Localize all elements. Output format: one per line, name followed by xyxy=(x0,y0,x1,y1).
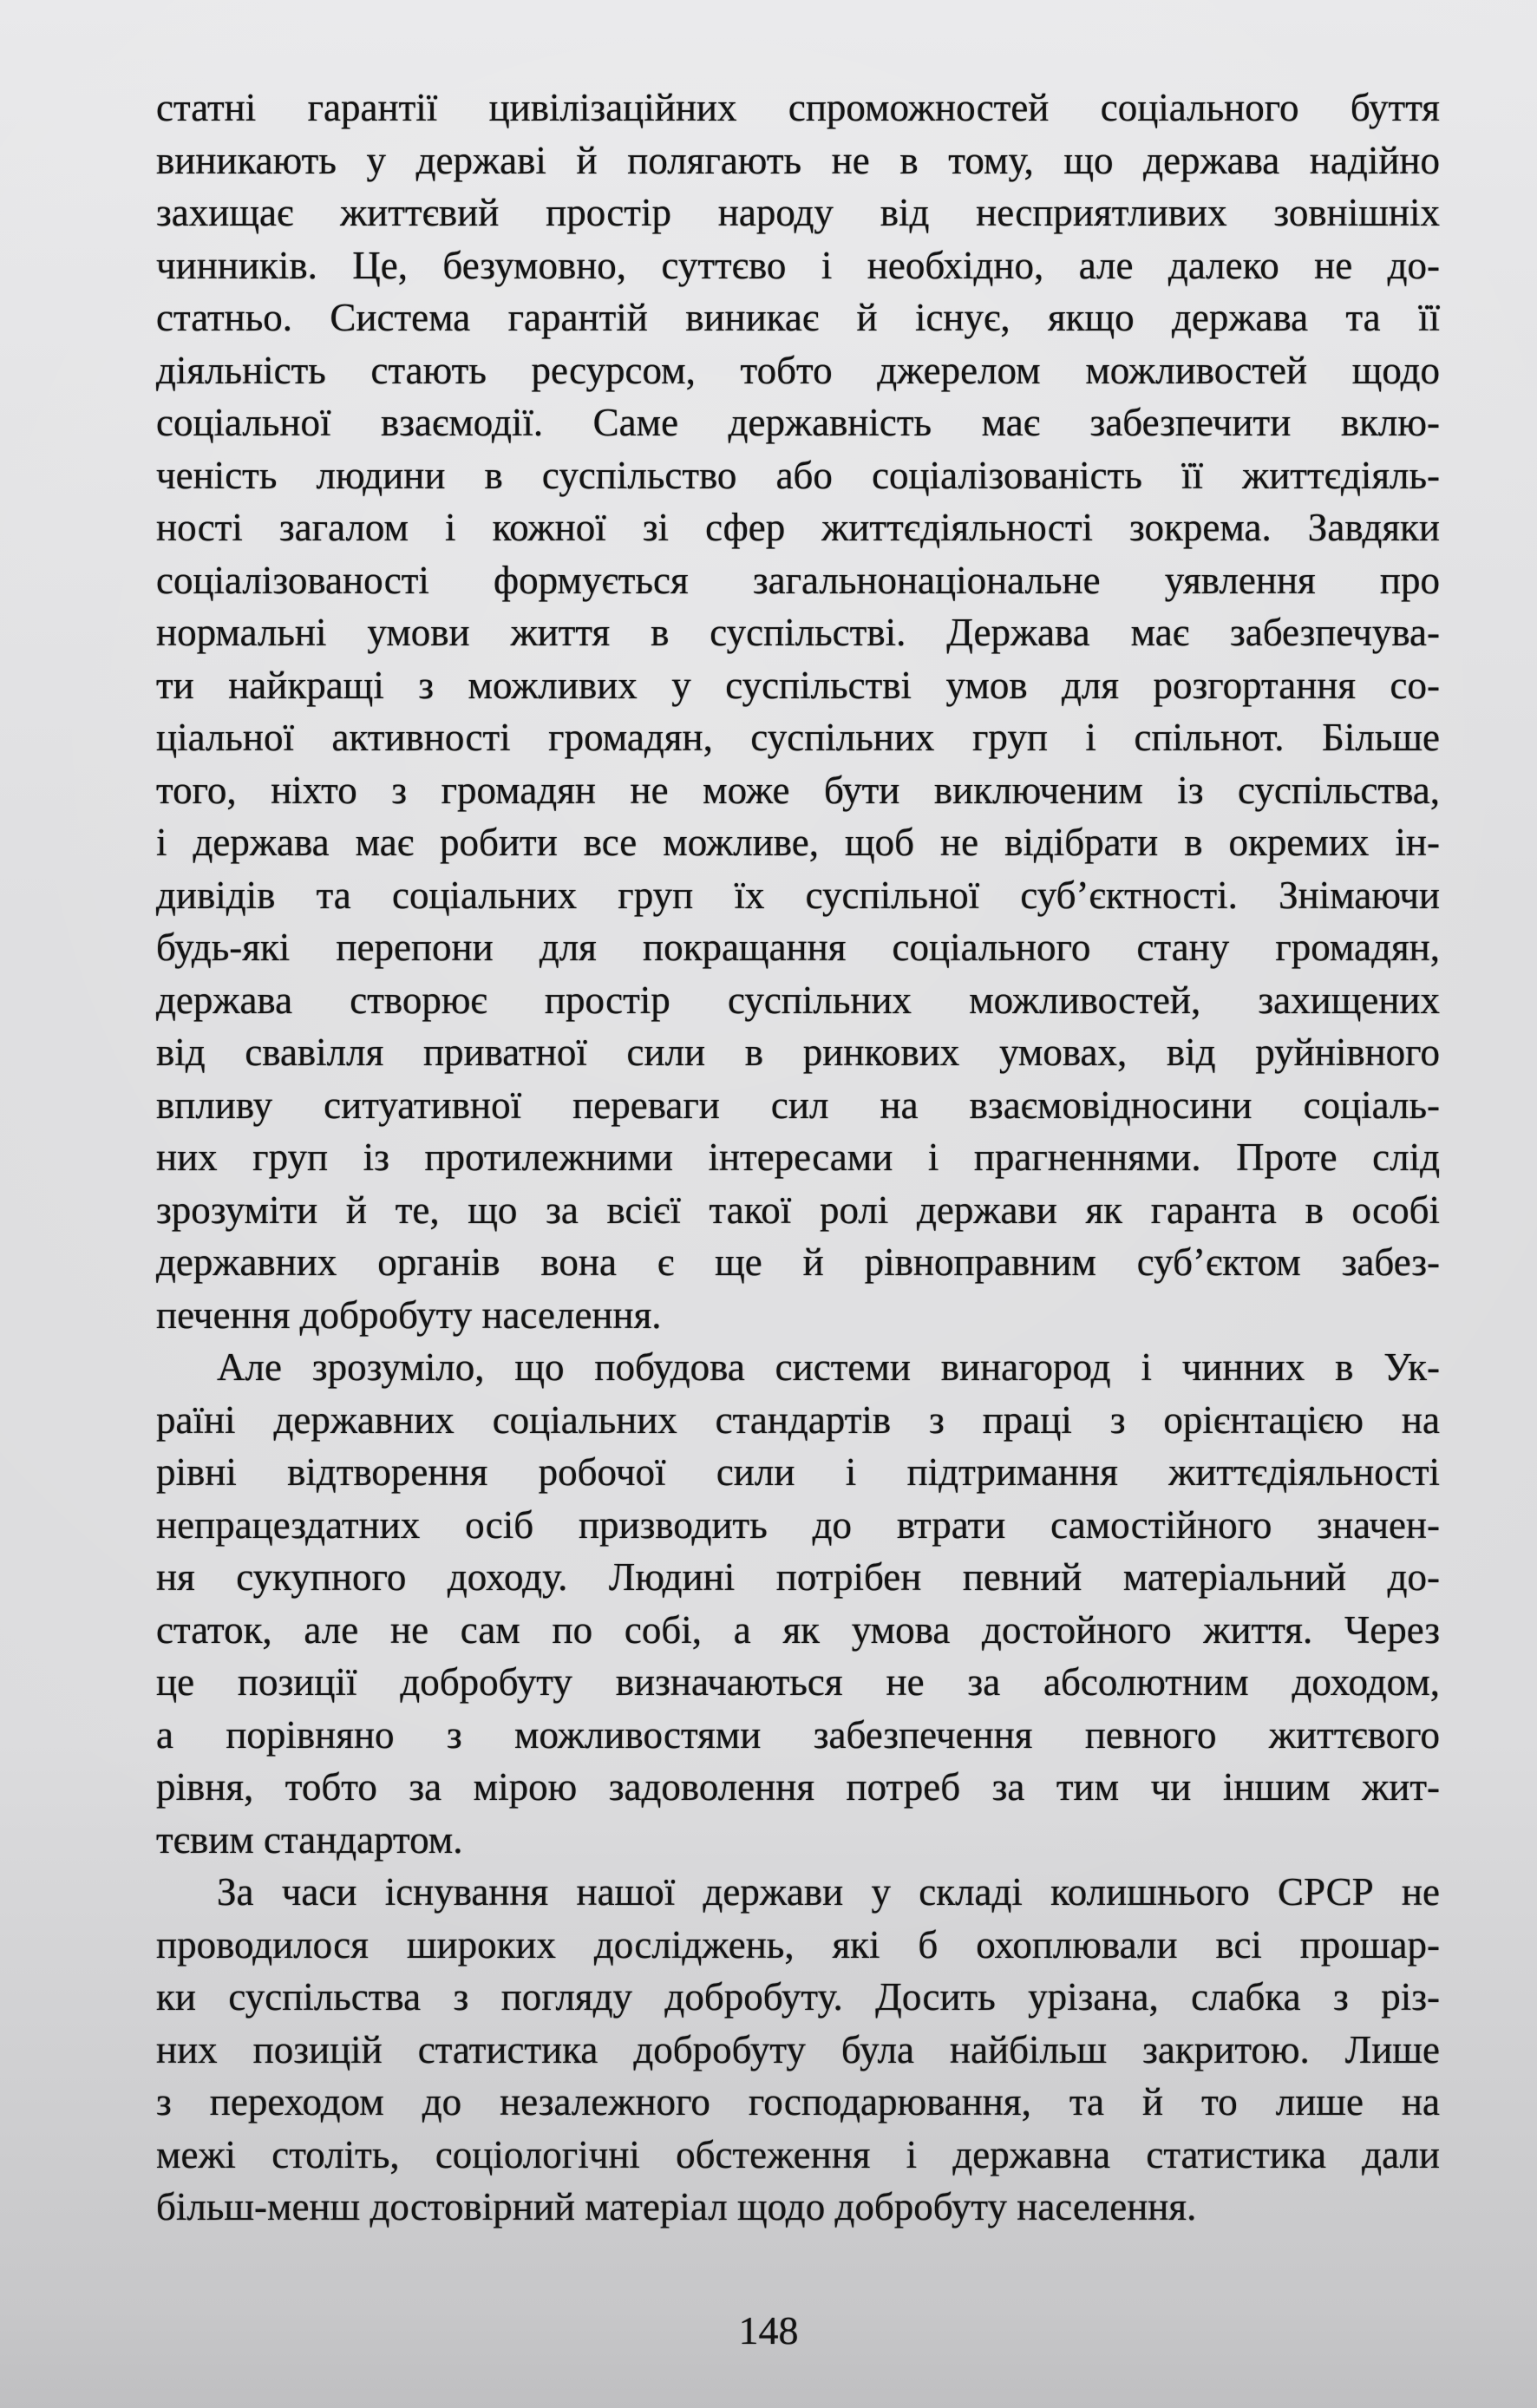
paragraph xyxy=(156,1866,1440,2234)
text-line: виникають у державі й полягають не в тому, що держава надійно xyxy=(156,138,1440,182)
text-line: а порівняно з можливостями забезпечення певного життєвого xyxy=(156,1712,1440,1757)
text-line: рівні відтворення робочої сили і підтримання життєдіяльності xyxy=(156,1450,1440,1494)
text-line: зрозуміти й те, що за всієї такої ролі держави як гаранта в особі xyxy=(156,1188,1440,1232)
text-line: ти найкращі з можливих у суспільстві умов для розгортання со- xyxy=(156,663,1440,707)
text-line: більш-менш достовірний матеріал щодо добробуту населення. xyxy=(156,2185,1197,2228)
text-line: з переходом до незалежного господарювання, та й то лише на xyxy=(156,2080,1440,2123)
text-line: соціальної взаємодії. Саме державність має забезпечити вклю- xyxy=(156,401,1440,444)
paragraph xyxy=(156,1341,1440,1866)
text-line: чинників. Це, безумовно, суттєво і необхідно, але далеко не до- xyxy=(156,243,1440,287)
text-line: від свавілля приватної сили в ринкових умовах, від руйнівного xyxy=(156,1031,1440,1074)
text-line: статок, але не сам по собі, а як умова достойного життя. Через xyxy=(156,1607,1440,1652)
text-line: ченість людини в суспільство або соціалізованість її життєдіяль- xyxy=(156,453,1440,497)
text-line: держава створює простір суспільних можливостей, захищених xyxy=(156,978,1440,1022)
text-line: них груп із протилежними інтересами і прагненнями. Проте слід xyxy=(156,1135,1440,1179)
text-line: Але зрозуміло, що побудова системи винагород і чинних в Ук- xyxy=(217,1345,1440,1389)
text-line: печення добробуту населення. xyxy=(156,1292,662,1337)
text-line: соціалізованості формується загальнонаціональне уявлення про xyxy=(156,558,1440,602)
text-line: державних органів вона є ще й рівноправним суб’єктом забез- xyxy=(156,1240,1440,1284)
text-line: статні гарантії цивілізаційних спроможностей соціального буття xyxy=(156,86,1440,129)
text-line: тєвим стандартом. xyxy=(156,1817,463,1862)
text-line: непрацездатних осіб призводить до втрати самостійного значен- xyxy=(156,1502,1440,1547)
text-line: них позицій статистика добробуту була найбільш закритою. Лише xyxy=(156,2027,1440,2071)
text-line: того, ніхто з громадян не може бути виключеним із суспільства, xyxy=(156,768,1440,812)
text-line: будь-які перепони для покращання соціального стану громадян, xyxy=(156,926,1440,969)
text-line: ності загалом і кожної зі сфер життєдіяльності зокрема. Завдяки xyxy=(156,506,1440,549)
text-line: За часи існування нашої держави у складі колишнього СРСР не xyxy=(217,1870,1440,1914)
text-line: статньо. Система гарантій виникає й існує, якщо держава та її xyxy=(156,296,1440,339)
text-line: впливу ситуативної переваги сил на взаємовідносини соціаль- xyxy=(156,1083,1440,1127)
text-line: дивідів та соціальних груп їх суспільної суб’єктності. Знімаючи xyxy=(156,873,1440,917)
text-line: проводилося широких досліджень, які б охоплювали всі прошар- xyxy=(156,1922,1440,1966)
text-line: захищає життєвий простір народу від несприятливих зовнішніх xyxy=(156,191,1440,234)
text-line: нормальні умови життя в суспільстві. Держава має забезпечува- xyxy=(156,611,1440,654)
text-line: межі століть, соціологічні обстеження і державна статистика дали xyxy=(156,2132,1440,2176)
text-line: діяльність стають ресурсом, тобто джерелом можливостей щодо xyxy=(156,348,1440,392)
text-line: це позиції добробуту визначаються не за абсолютним доходом, xyxy=(156,1660,1440,1704)
text-line: раїні державних соціальних стандартів з праці з орієнтацією на xyxy=(156,1397,1440,1442)
text-line: ня сукупного доходу. Людині потрібен певний матеріальний до- xyxy=(156,1555,1440,1599)
page-text xyxy=(156,82,1440,2234)
text-line: ціальної активності громадян, суспільних груп і спільнот. Більше xyxy=(156,716,1440,759)
page-number: 148 xyxy=(738,2308,799,2352)
text-line: і держава має робити все можливе, щоб не відібрати в окремих ін- xyxy=(156,821,1440,864)
text-line: ки суспільства з погляду добробуту. Досить урізана, слабка з різ- xyxy=(156,1975,1440,2019)
paragraph xyxy=(156,82,1440,1341)
text-line: рівня, тобто за мірою задоволення потреб за тим чи іншим жит- xyxy=(156,1765,1440,1809)
